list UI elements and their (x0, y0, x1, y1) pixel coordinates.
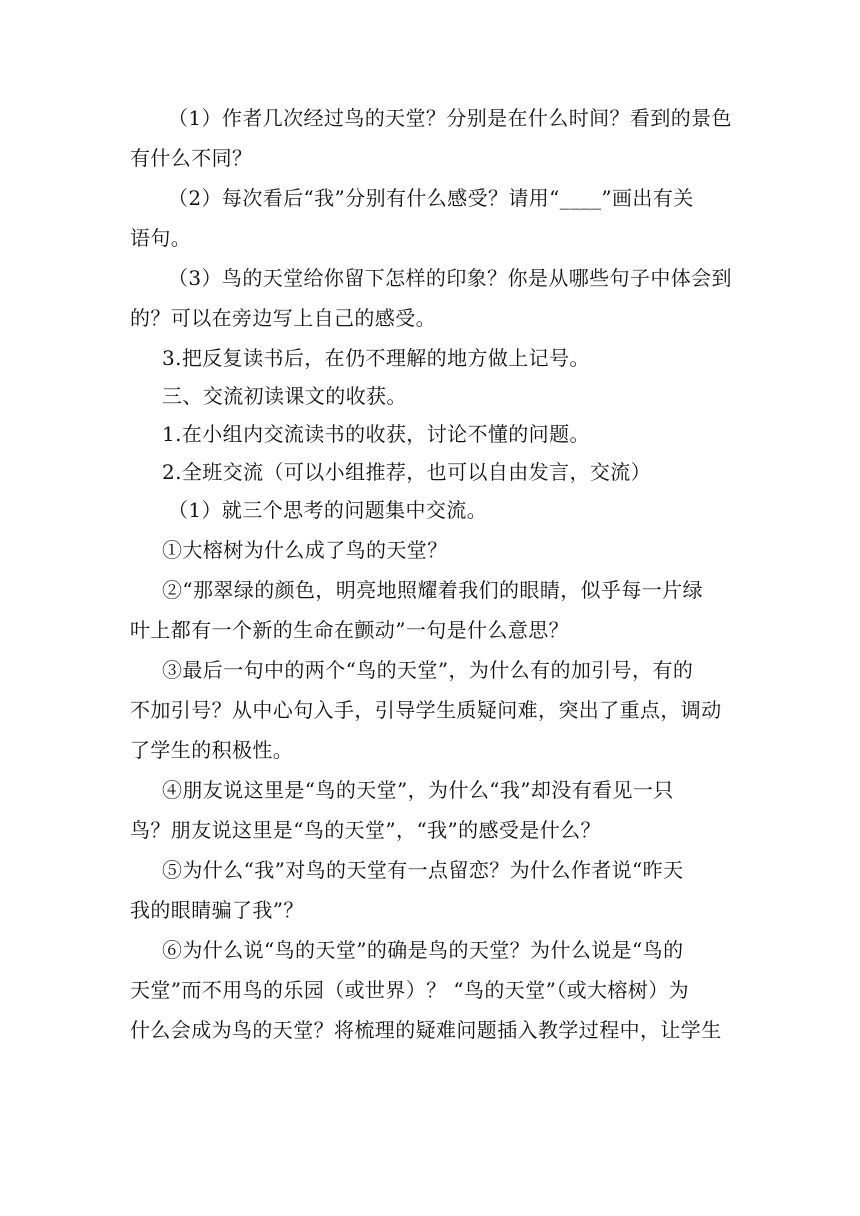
text-line: 鸟？朋友说这里是“鸟的天堂”，“我”的感受是什么？ (130, 818, 601, 842)
text-line: 3.把反复读书后，在仍不理解的地方做上记号。 (162, 346, 590, 370)
text-line: 天堂”而不用鸟的乐园（或世界）？ “鸟的天堂”（或大榕树）为 (130, 978, 690, 1002)
text-line: 语句。 (130, 226, 192, 250)
text-line: 有什么不同？ (130, 146, 253, 170)
text-line: （3）鸟的天堂给你留下怎样的印象？你是从哪些句子中体会到 (168, 266, 732, 290)
text-line: （1）作者几次经过鸟的天堂？分别是在什么时间？看到的景色 (168, 106, 732, 130)
section-heading: 三、交流初读课文的收获。 (162, 384, 407, 408)
text-line: 我的眼睛骗了我”？ (130, 898, 304, 922)
text-line: 的？可以在旁边写上自己的感受。 (130, 306, 436, 330)
question-item: ⑥为什么说“鸟的天堂”的确是鸟的天堂？为什么说是“鸟的 (162, 938, 684, 962)
text-line: 什么会成为鸟的天堂？将梳理的疑难问题插入教学过程中，让学生 (130, 1018, 722, 1042)
question-item: ①大榕树为什么成了鸟的天堂？ (162, 538, 448, 562)
question-item: ④朋友说这里是“鸟的天堂”，为什么“我”却没有看见一只 (162, 778, 674, 802)
text-line: 了学生的积极性。 (130, 738, 294, 762)
question-item: ⑤为什么“我”对鸟的天堂有一点留恋？为什么作者说“昨天 (162, 858, 684, 882)
text-line: 不加引号？从中心句入手，引导学生质疑问难，突出了重点，调动 (130, 698, 722, 722)
text-line: 叶上都有一个新的生命在颤动”一句是什么意思？ (130, 618, 570, 642)
text-line: 1.在小组内交流读书的收获，讨论不懂的问题。 (162, 422, 590, 446)
text-line: 2.全班交流（可以小组推荐，也可以自由发言，交流） (162, 460, 652, 484)
question-item: ②“那翠绿的颜色，明亮地照耀着我们的眼睛，似乎每一片绿 (162, 578, 704, 602)
text-line: （1）就三个思考的问题集中交流。 (168, 498, 488, 522)
text-line: （2）每次看后“我”分别有什么感受？请用“____”画出有关 (168, 186, 694, 210)
question-item: ③最后一句中的两个“鸟的天堂”，为什么有的加引号，有的 (162, 658, 694, 682)
